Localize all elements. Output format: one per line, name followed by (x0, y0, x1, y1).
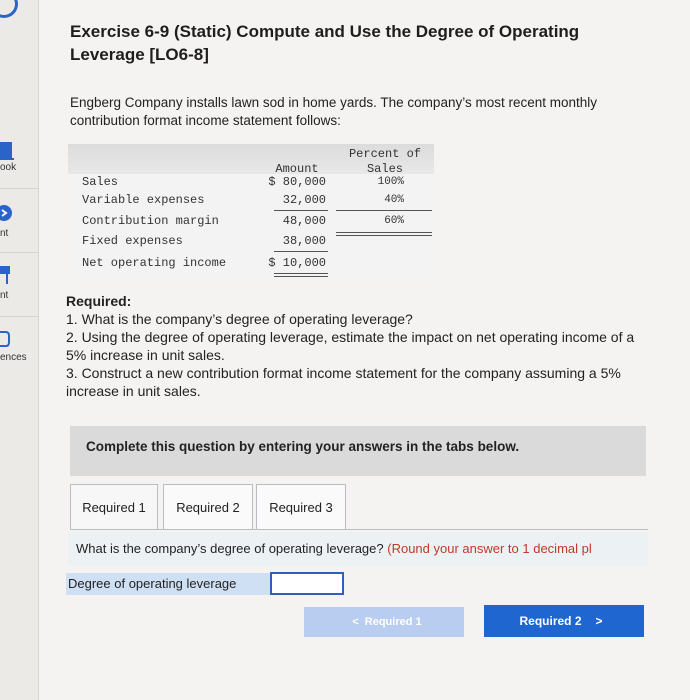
divider (0, 252, 38, 253)
sidebar-item-book[interactable] (0, 138, 38, 188)
percent-header (340, 147, 430, 177)
double-underline (274, 273, 328, 274)
row-label-variable: Variable expenses (82, 193, 205, 207)
prev-button-label: Required 1 (364, 616, 422, 628)
tab-required-1[interactable]: Required 1 (70, 484, 158, 530)
row-amount-contribution: 48,000 (282, 214, 326, 228)
row-percent-contribution: 60% (384, 215, 404, 227)
double-underline (274, 276, 328, 277)
row-amount-fixed: 38,000 (282, 234, 326, 248)
rounding-note: (Round your answer to 1 decimal pl (387, 541, 592, 556)
row-label-noi: Net operating income (82, 256, 227, 270)
question-box (68, 532, 648, 566)
sidebar-item-references[interactable] (0, 326, 38, 376)
chevron-right-icon: > (595, 614, 603, 628)
percent-header-line2: Sales (366, 162, 403, 176)
tab-required-3[interactable]: Required 3 (256, 484, 346, 530)
tab-required-2[interactable]: Required 2 (163, 484, 253, 530)
row-amount-sales: $ 80,000 (268, 175, 326, 189)
sidebar-item-label: ook (0, 162, 17, 173)
exercise-intro: Engberg Company installs lawn sod in home yards. The company’s most recent monthly contribution format income statement follows: (70, 95, 598, 128)
sidebar-item-label: nt (0, 290, 9, 301)
required-heading: Required: (66, 293, 132, 309)
prev-required-button[interactable] (304, 607, 464, 637)
sidebar-item-print[interactable] (0, 196, 38, 252)
amount-header: Amount (275, 162, 319, 176)
row-percent-variable: 40% (384, 194, 404, 206)
income-statement (68, 144, 436, 278)
question-text (76, 541, 592, 556)
page-title: Exercise 6-9 (Static) Compute and Use the Degree of Operating Leverage [LO6-8] (70, 22, 580, 64)
row-label-contribution: Contribution margin (82, 214, 219, 228)
instruction-box (70, 426, 646, 476)
refresh-icon[interactable] (0, 0, 18, 18)
print-icon (0, 204, 20, 226)
required-item-3: 3. Construct a new contribution format income statement for the company assuming a 5% increase in unit sales. (66, 365, 621, 399)
double-underline (336, 235, 432, 236)
flag-icon (0, 266, 20, 288)
question-prompt: What is the company’s degree of operating leverage? (76, 541, 384, 556)
link-icon (0, 330, 20, 352)
sidebar-item-flag[interactable] (0, 260, 38, 316)
underline (274, 251, 328, 252)
divider (0, 188, 38, 189)
sidebar-item-label: ences (0, 352, 27, 363)
underline (274, 210, 328, 211)
degree-of-operating-leverage-input[interactable] (270, 572, 344, 595)
row-label-fixed: Fixed expenses (82, 234, 183, 248)
instruction-text: Complete this question by entering your answers in the tabs below. (86, 439, 520, 454)
required-section (66, 292, 646, 400)
chevron-left-icon: < (352, 616, 359, 628)
divider (0, 316, 38, 317)
required-item-1: 1. What is the company’s degree of operating leverage? (66, 311, 413, 327)
double-underline (336, 232, 432, 233)
row-amount-noi: $ 10,000 (268, 256, 326, 270)
next-required-button[interactable] (484, 605, 644, 637)
row-label-sales: Sales (82, 175, 119, 189)
tab-divider (70, 529, 648, 530)
underline (336, 210, 432, 211)
next-button-label: Required 2 (519, 614, 582, 628)
percent-header-line1: Percent of (348, 147, 421, 161)
sidebar (0, 0, 39, 700)
sidebar-item-label: nt (0, 228, 9, 239)
row-percent-sales: 100% (377, 176, 404, 188)
required-item-2: 2. Using the degree of operating leverage, estimate the impact on net operating income of a 5% increase in unit sales. (66, 329, 635, 363)
book-icon (0, 142, 20, 162)
answer-label: Degree of operating leverage (66, 573, 270, 595)
row-amount-variable: 32,000 (282, 193, 326, 207)
